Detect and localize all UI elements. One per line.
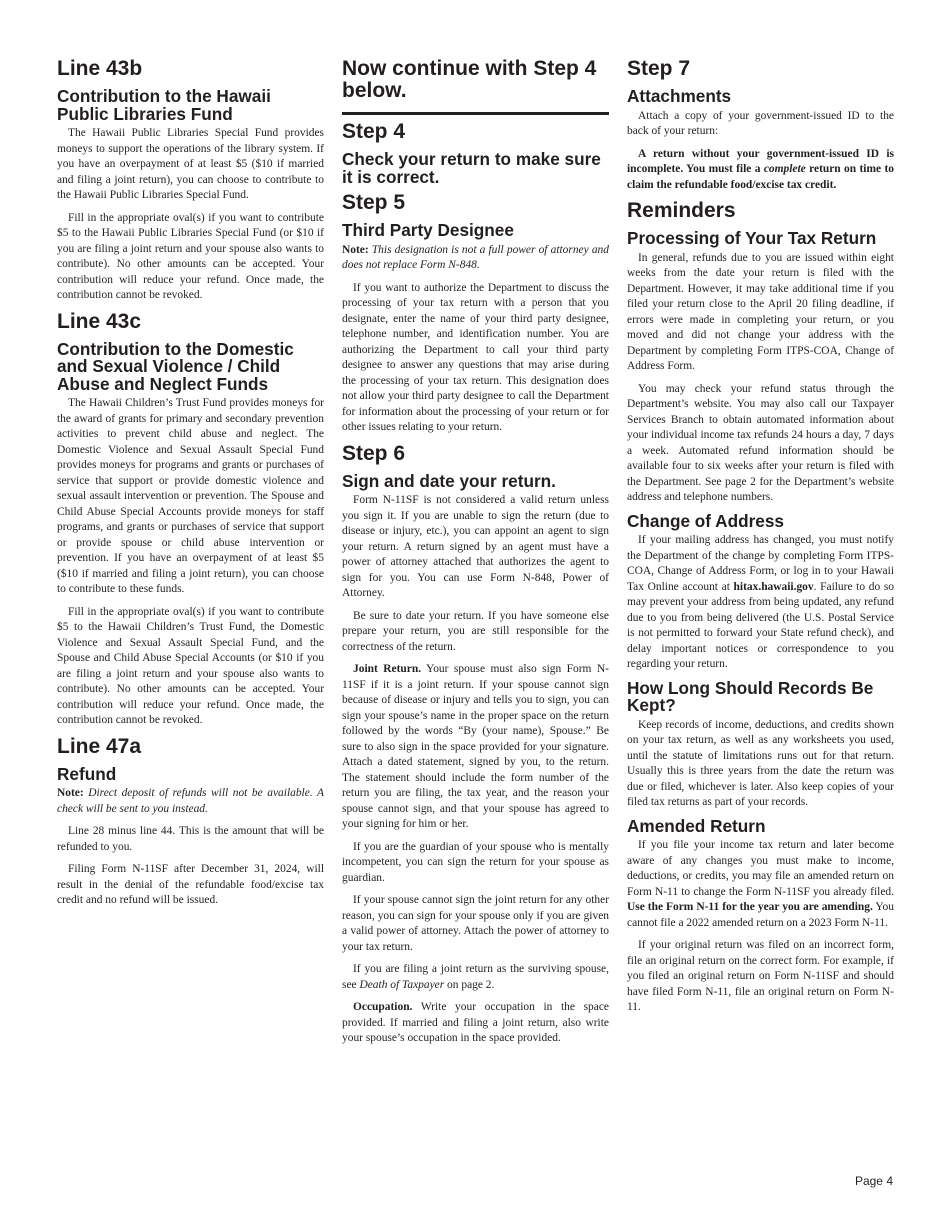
text-run: If your mailing address has changed, you must notify the Department of the change by completing Form ITPS-COA, Change of Address Form, or log in to your Hawaii Tax Online account at <box>627 534 894 593</box>
text-run: Direct deposit of refunds will not be available. A check will be sent to you instead. <box>57 787 324 815</box>
subheading-records: How Long Should Records Be Kept? <box>627 677 874 715</box>
paragraph <box>57 396 324 598</box>
text-run: This designation is not a full power of attorney and does not replace Form N-848. <box>342 243 609 271</box>
text-run: Be sure to date your return. If you have someone else prepare your return, you are still responsible for the correctness of the return. <box>342 609 609 653</box>
text-run: If you are the guardian of your spouse who is mentally incompetent, you can sign the return for your spouse as guardian. <box>342 840 609 884</box>
subheading-processing: Processing of Your Tax Return <box>627 228 877 248</box>
heading-step-4: Step 4 <box>342 120 406 143</box>
paragraph <box>57 126 324 204</box>
text-run: A return without your government-issued ID is incomplete. You must file a <box>627 147 894 175</box>
paragraph <box>627 147 894 194</box>
subheading-change-of-address: Change of Address <box>627 510 784 531</box>
section-divider <box>342 112 609 115</box>
text-run: Write your occupation in the space provided. If married and filing a joint return, also write your spouse’s occupation in the space provided. <box>342 1001 609 1044</box>
text-run: on page 2. <box>444 978 495 991</box>
text-run: Keep records of income, deductions, and credits shown on your tax return, as well as any worksheets you used, until the statute of limitations runs out for that return. Usually this is three years from the date the return was due or filed, whichever is later. Also keep copies of your filed tax returns as part of your records. <box>627 718 894 808</box>
text-run: Fill in the appropriate oval(s) if you want to contribute $5 to the Hawaii Public Libraries Special Fund (or $10 if you are filing a joint return and your spouse also wants to contribute). No other amounts can be accepted. Your contribution will reduce your refund. Once made, the contribution cannot be revoked. <box>57 211 324 301</box>
paragraph <box>342 281 609 436</box>
subheading-violence-abuse-funds: Contribution to the Domestic and Sexual Violence / Child Abuse and Neglect Funds <box>57 338 294 394</box>
paragraph <box>342 243 609 274</box>
paragraph <box>57 862 324 909</box>
column-left <box>57 58 324 916</box>
text-run: complete <box>763 163 806 175</box>
text-run: The Hawaii Public Libraries Special Fund provides moneys to support the operations of the library system. If you have an overpayment of at least $5 ($10 if married and filing a joint return), you can choose to contribute to the Hawaii Public Libraries Special Fund. <box>57 127 324 201</box>
text-run: In general, refunds due to you are issued within eight weeks from the date your return is filed with the Department. However, it may take additional time if you filed your return close to the April 20 filing deadline, if errors were made in completing your return, or you moved and did not change your address with the Department by completing Form ITPS-COA, Change of Address Form. <box>627 251 894 372</box>
subheading-attachments: Attachments <box>627 86 732 106</box>
text-run: If you want to authorize the Department to discuss the processing of your tax return with a person that you designate, enter the name of your third party designee, telephone number, and identification number. You are authorizing the Department to call your third party designee to answer any questions that may arise during the processing of your tax return. This designation does not allow your third party designee to call the Department for information about the processing of your return or for other issues relating to your return. <box>342 281 609 433</box>
text-run: Attach a copy of your government-issued ID to the back of your return: <box>627 109 894 137</box>
subheading-sign-and-date: Sign and date your return. <box>342 470 556 491</box>
paragraph <box>342 840 609 887</box>
paragraph <box>627 251 894 375</box>
heading-continue-step-4: Now continue with Step 4 below. <box>342 57 597 102</box>
paragraph <box>57 211 324 304</box>
paragraph <box>342 1000 609 1047</box>
subheading-check-return: Check your return to make sure it is correct. <box>342 149 601 187</box>
column-right <box>627 58 894 1023</box>
paragraph <box>342 893 609 955</box>
text-run: Your spouse must also sign Form N-11SF if it is a joint return. If your spouse cannot sign because of disease or injury and tells you to sign, you can sign your spouse’s name in the proper space on the return followed by the words “By (your name), Spouse.” Be sure to also sign in the space provided for your signature. Attach a dated statement, signed by you, to the return. The statement should include the form number of the return you are filing, the tax year, and the reason your spouse cannot sign, and that your spouse has agreed to your signing for him or her. <box>342 663 609 830</box>
paragraph <box>342 493 609 602</box>
text-run: You cannot file a 2022 amended return on a 2023 Form N-11. <box>627 901 894 929</box>
paragraph <box>627 382 894 506</box>
paragraph <box>57 786 324 817</box>
subheading-libraries-fund: Contribution to the Hawaii Public Libraries Fund <box>57 86 271 124</box>
heading-line-47a: Line 47a <box>57 734 142 758</box>
heading-step-5: Step 5 <box>342 191 406 214</box>
text-run: Note: <box>57 787 89 799</box>
text-run: hitax.hawaii.gov <box>733 580 814 593</box>
text-run: Fill in the appropriate oval(s) if you want to contribute $5 to the Hawaii Children’s Trust Fund, the Domestic Violence and Sexual Assault Special Fund, and the Spouse and Child Abuse Special Accounts (or $10 if you are filing a joint return and your spouse also wants to contribute). No other amounts can be accepted. Your contribution will reduce your refund. Once made, the contribution cannot be revoked. <box>57 605 324 726</box>
paragraph <box>627 838 894 931</box>
text-run: Filing Form N-11SF after December 31, 2024, will result in the denial of the refundable food/excise tax credit and no refund will be issued. <box>57 863 324 906</box>
text-run: The Hawaii Children’s Trust Fund provides moneys for the award of grants for primary and secondary prevention activities to prevent child abuse and neglect. The Domestic Violence and Sexual Assault Special Fund provides moneys for programs and grants or purchases of service that support or provide domestic violence and sexual assault intervention or prevention. The Spouse and Child Abuse Special Accounts provide moneys for staff programs, and grants or purchases of service that support or provide spouse or child abuse intervention or prevention. If you have an overpayment of at least $5 ($10 if married and filing a joint return), you can choose to contribute to these funds. <box>57 397 324 595</box>
heading-step-6: Step 6 <box>342 441 406 465</box>
paragraph <box>342 962 609 993</box>
subheading-third-party-designee: Third Party Designee <box>342 220 514 240</box>
heading-line-43c: Line 43c <box>57 309 142 333</box>
text-run: Occupation. <box>353 1001 413 1013</box>
text-run: If your original return was filed on an incorrect form, file an original return on the correct form. For example, if you filed an original return on Form N-11SF and should have filed Form N-11, file an original return on Form N-11. <box>627 939 894 1013</box>
heading-reminders: Reminders <box>627 199 736 222</box>
text-run: . Failure to do so may prevent your address from being updated, any refund due to you from being delivered (the U.S. Postal Service is not permitted to forward your State refund check), and delay important notices or correspondence to you regarding your return. <box>627 580 894 670</box>
column-middle <box>342 58 609 1054</box>
paragraph <box>627 718 894 811</box>
heading-step-7: Step 7 <box>627 57 691 80</box>
page-number: Page 4 <box>854 1174 893 1188</box>
text-run: Death of Taxpayer <box>359 978 445 991</box>
paragraph <box>627 533 894 673</box>
text-run: If you file your income tax return and later become aware of any changes you must make to income, deductions, or credits, you may file an amended return on Form N-11 to change the Form N-11SF you already filed. <box>627 839 894 898</box>
paragraph <box>342 609 609 656</box>
heading-line-43b: Line 43b <box>57 57 143 80</box>
text-run: Form N-11SF is not considered a valid return unless you sign it. If you are unable to sign the return (due to disease or injury, etc.), you can appoint an agent to sign your return. A return signed by an agent must have a power of attorney attached that authorizes the agent to sign for you. You can use Form N-848, Power of Attorney. <box>342 494 609 599</box>
text-run: Use the Form N-11 for the year you are amending. <box>627 901 873 913</box>
text-run: Line 28 minus line 44. This is the amount that will be refunded to you. <box>57 825 324 853</box>
text-run: return on time to claim the refundable food/excise tax credit. <box>627 163 894 191</box>
paragraph <box>57 824 324 855</box>
paragraph <box>627 938 894 1016</box>
text-run: If your spouse cannot sign the joint return for any other reason, you can sign for your spouse only if you are given a valid power of attorney. Attach the power of attorney to your tax return. <box>342 894 609 953</box>
subheading-refund: Refund <box>57 763 117 784</box>
text-run: Joint Return. <box>353 663 422 675</box>
paragraph <box>627 109 894 140</box>
subheading-amended-return: Amended Return <box>627 815 766 836</box>
paragraph <box>57 605 324 729</box>
text-run: Note: <box>342 243 372 256</box>
paragraph <box>342 662 609 833</box>
text-run: You may check your refund status through the Department’s website. You may also call our Taxpayer Services Branch to obtain automated information about your individual income tax refunds 24 hours a day, 7 days a week. Automated refund information should be available four to six weeks after your return is filed with the Department. See page 2 for the Department’s website address and telephone numbers. <box>627 382 894 503</box>
text-run: If you are filing a joint return as the surviving spouse, see <box>342 963 609 991</box>
